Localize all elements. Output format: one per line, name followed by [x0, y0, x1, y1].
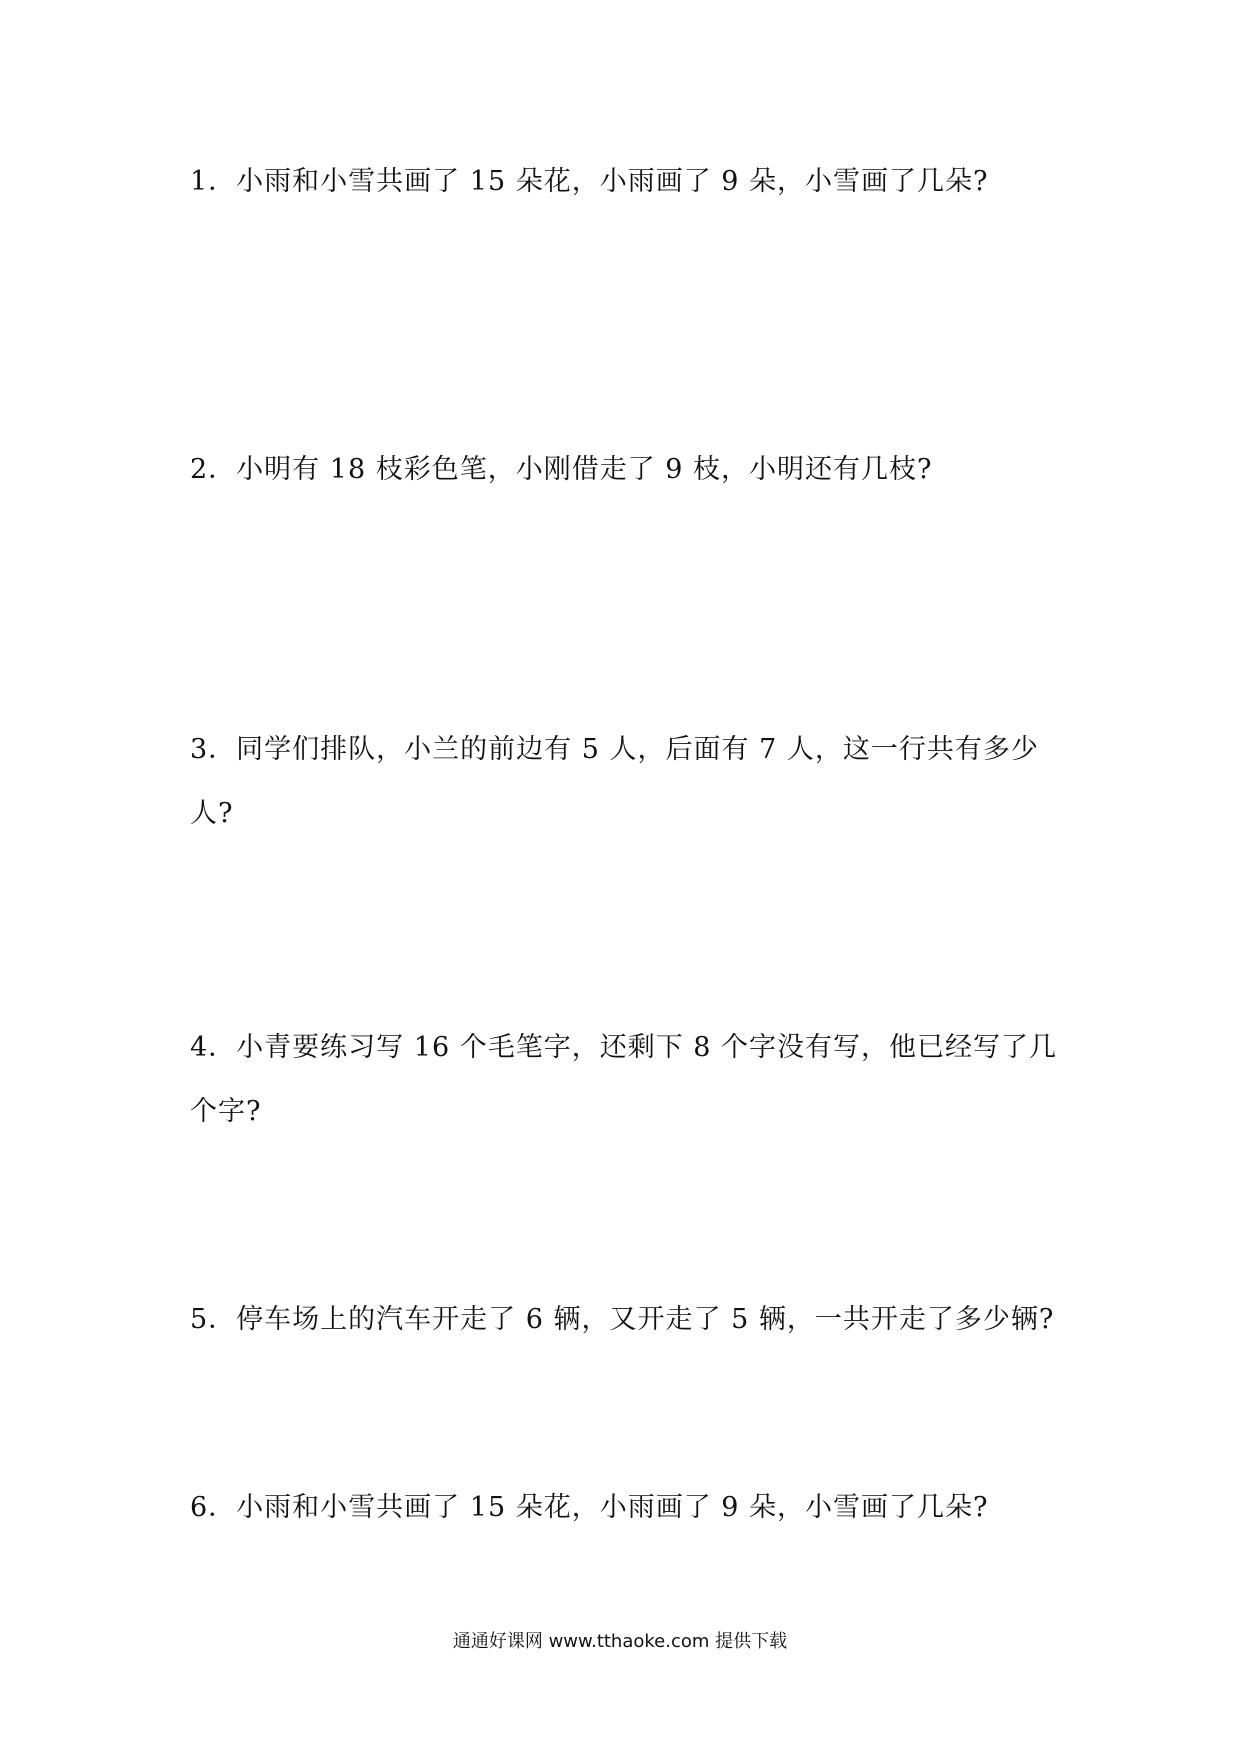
question-5: [190, 1288, 1070, 1352]
question-4-line-2: 个字?: [190, 1096, 262, 1127]
question-2: [190, 438, 1070, 502]
question-4-line-1: 4．小青要练习写 16 个毛笔字，还剩下 8 个字没有写，他已经写了几: [190, 1032, 1058, 1063]
question-6: [190, 1476, 1070, 1540]
question-3: [190, 718, 1070, 846]
question-2-line-1: 2．小明有 18 枝彩色笔，小刚借走了 9 枝，小明还有几枝?: [190, 454, 933, 485]
question-1: [190, 150, 1070, 214]
question-4: [190, 1016, 1070, 1144]
question-1-line-1: 1．小雨和小雪共画了 15 朵花，小雨画了 9 朵，小雪画了几朵?: [190, 166, 989, 197]
question-6-line-1: 6．小雨和小雪共画了 15 朵花，小雨画了 9 朵，小雪画了几朵?: [190, 1492, 989, 1523]
question-3-line-2: 人?: [190, 798, 234, 829]
question-5-line-1: 5．停车场上的汽车开走了 6 辆，又开走了 5 辆，一共开走了多少辆?: [190, 1304, 1055, 1335]
question-3-line-1: 3．同学们排队，小兰的前边有 5 人，后面有 7 人，这一行共有多少: [190, 734, 1039, 765]
page-footer: 通通好课网 www.tthaoke.com 提供下载: [452, 1631, 788, 1652]
